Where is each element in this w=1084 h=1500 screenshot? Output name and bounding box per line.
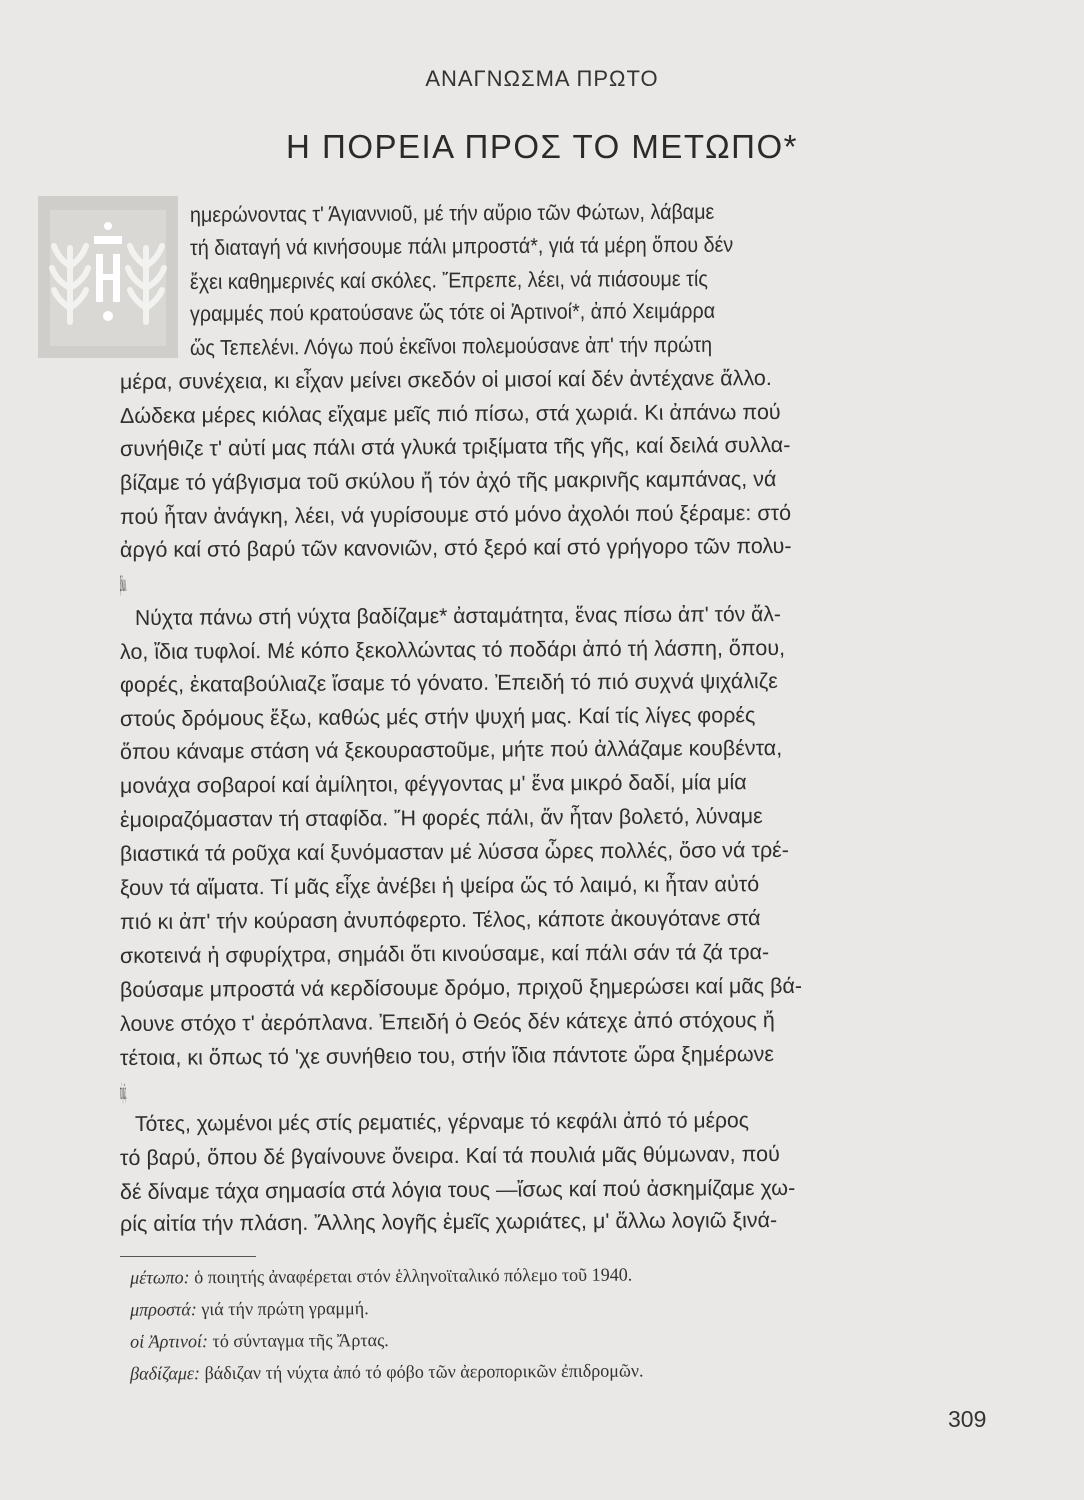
footnote-term: οἱ Ἀρτινοί: [130, 1332, 209, 1353]
body-line: συνήθιζε τ' αὐτί μας πάλι στά γλυκά τριξίματα τῆς γῆς, καί δειλά συλλα- [119, 432, 791, 461]
footnote-term: μπροστά: [130, 1300, 197, 1321]
body-line: ὥς Τεπελένι. Λόγω πού ἐκεῖνοι πολεμούσανε ἀπ' τήν πρώτη [189, 332, 713, 360]
footnote [130, 1295, 990, 1321]
body-line: Νύχτα πάνω στή νύχτα βαδίζαμε* ἀσταμάτητα, ἕνας πίσω ἀπ' τόν ἄλ- [134, 602, 781, 630]
chapter-title: Η ΠΟΡΕΙΑ ΠΡΟΣ ΤΟ ΜΕΤΩΠΟ* [285, 128, 798, 165]
body-line: Τότες, χωμένοι μές στίς ρεματιές, γέρναμε τό κεφάλι ἀπό τό μέρος [134, 1108, 749, 1136]
body-line: ἐμοιραζόμασταν τή σταφίδα. Ἤ φορές πάλι, ἄν ἦταν βολετό, λύναμε [119, 804, 763, 832]
footnote-text: τό σύνταγμα τῆς Ἄρτας. [212, 1331, 389, 1353]
footnote [130, 1327, 990, 1353]
body-line: φορές, ἐκαταβούλιαζε ἴσαμε τό γόνατο. Ἐπειδή τό πιό συχνά ψιχάλιζε [119, 668, 778, 697]
footnote-term: βαδίζαμε: [130, 1364, 201, 1385]
body-line: ἔχει καθημερινές καί σκόλες. Ἔπρεπε, λέει, νά πιάσουμε τίς [189, 266, 708, 294]
footnote-text: ὁ ποιητής ἀναφέρεται στόν ἑλληνοϊταλικό πόλεμο τοῦ 1940. [194, 1265, 633, 1289]
body-line: βιαστικά τά ροῦχα καί ξυνόμασταν μέ λύσσα ὧρες πολλές, ὅσο νά τρέ- [119, 837, 789, 866]
ornamental-letter-eta-icon [38, 196, 178, 358]
body-line: βούσαμε μπροστά νά κερδίσουμε δρόμο, πριχοῦ ξημερώσει καί μᾶς βά- [119, 973, 803, 1002]
body-line: τό φῶς. [119, 1079, 127, 1104]
footnote [130, 1263, 990, 1289]
body-line: τέτοια, κι ὅπως τό 'χε συνήθειο του, στήν ἴδια πάντοτε ὥρα ξημέρωνε [119, 1042, 775, 1070]
body-line: βίζαμε τό γάβγισμα τοῦ σκύλου ἤ τόν ἀχό τῆς μακρινῆς καμπάνας, νά [119, 466, 777, 495]
body-line: Δώδεκα μέρες κιόλας εἴχαμε μεῖς πιό πίσω, στά χωριά. Κι ἀπάνω πού [119, 399, 781, 428]
body-line: μέρα, συνέχεια, κι εἶχαν μείνει σκεδόν οἱ μισοί καί δέν ἀντέχανε ἄλλο. [119, 366, 772, 394]
page-number: 309 [948, 1406, 987, 1432]
body-line: πιό κι ἀπ' τήν κούραση ἀνυπόφερτο. Τέλος, κάποτε ἀκουγότανε στά [119, 906, 761, 934]
body-line: μονάχα σοβαροί καί ἀμίλητοι, φέγγοντας μ' ἕνα μικρό δαδί, μία μία [119, 770, 747, 798]
footnote-divider [120, 1256, 256, 1257]
body-line: ἀργό καί στό βαρύ τῶν κανονιῶν, στό ξερό καί στό γρήγορο τῶν πολυ- [119, 533, 792, 562]
footnote-term: μέτωπο: [130, 1268, 190, 1289]
body-line: βόλων. [119, 571, 127, 596]
body-line: τό βαρύ, ὅπου δέ βγαίνουνε ὄνειρα. Καί τά πουλιά μᾶς θύμωναν, πού [119, 1141, 780, 1170]
footnote-text: βάδιζαν τή νύχτα ἀπό τό φόβο τῶν ἀεροπορικῶν ἐπιδρομῶν. [204, 1361, 644, 1385]
body-line: τή διαταγή νά κινήσουμε πάλι μπροστά*, γιά τά μέρη ὅπου δέν [189, 232, 734, 260]
body-line: λουνε στόχο τ' ἀερόπλανα. Ἐπειδή ὁ Θεός δέν κάτεχε ἀπό στόχους ἤ [119, 1008, 775, 1036]
body-line: πού ἦταν ἀνάγκη, λέει, νά γυρίσουμε στό μόνο ἀχολόι πού ξέραμε: στό [119, 500, 792, 529]
section-label: ΑΝΑΓΝΩΣΜΑ ΠΡΩΤΟ [425, 66, 659, 91]
body-line: ημερώνοντας τ' Άγιαννιοῦ, μέ τήν αὔριο τῶν Φώτων, λάβαμε [189, 199, 715, 227]
body-line: ξουν τά αἵματα. Τί μᾶς εἶχε ἀνέβει ἡ ψείρα ὥς τό λαιμό, κι ἦταν αὐτό [119, 872, 760, 900]
footnote [130, 1359, 990, 1385]
body-line: γραμμές πού κρατούσανε ὥς τότε οἱ Ἀρτινοί*, ἀπό Χειμάρρα [189, 298, 716, 326]
body-line: λο, ἴδια τυφλοί. Μέ κόπο ξεκολλώντας τό ποδάρι ἀπό τή λάσπη, ὅπου, [119, 635, 786, 664]
body-line: ὅπου κάναμε στάση νά ξεκουραστοῦμε, μήτε πού ἀλλάζαμε κουβέντα, [119, 735, 783, 764]
body-line: σκοτεινά ἡ σφυρίχτρα, σημάδι ὅτι κινούσαμε, καί πάλι σάν τά ζά τρα- [119, 940, 770, 968]
footnote-text: γιά τήν πρώτη γραμμή. [201, 1299, 369, 1321]
body-line: ρίς αἰτία τήν πλάση. Ἄλλης λογῆς ἐμεῖς χωριάτες, μ' ἄλλω λογιῶ ξινά- [119, 1207, 778, 1236]
body-line: δέ δίναμε τάχα σημασία στά λόγια τους —ἴσως καί πού ἀσκημίζαμε χω- [119, 1175, 796, 1204]
body-line: στούς δρόμους ἔξω, καθώς μές στήν ψυχή μας. Καί τίς λίγες φορές [119, 703, 756, 731]
